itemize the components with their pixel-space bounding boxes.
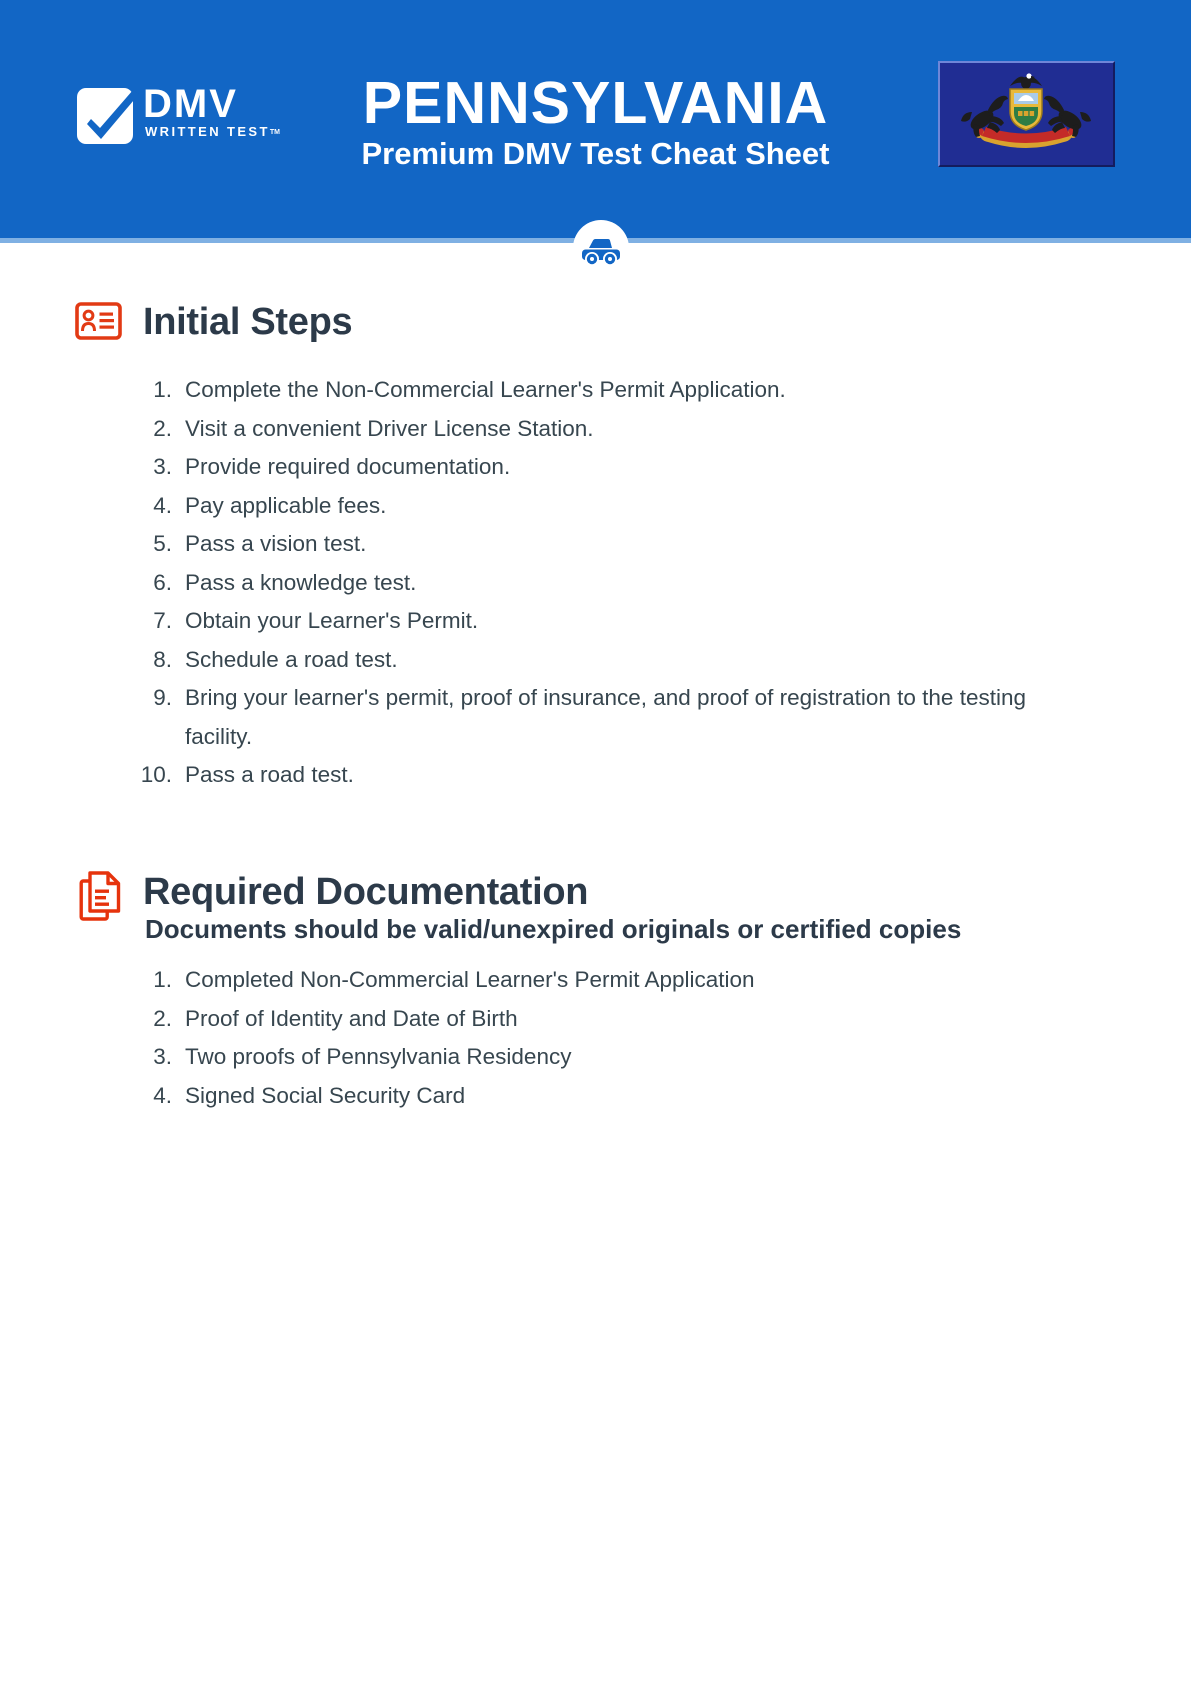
list-item-text: Signed Social Security Card bbox=[185, 1082, 466, 1108]
list-item-number: 7. bbox=[153, 608, 172, 633]
list-item bbox=[130, 564, 1090, 603]
sheet-subtitle: Premium DMV Test Cheat Sheet bbox=[361, 136, 830, 171]
list-item-text: Two proofs of Pennsylvania Residency bbox=[185, 1044, 572, 1069]
list-item bbox=[130, 679, 1090, 756]
list-item-text: Pay applicable fees. bbox=[185, 492, 387, 518]
list-item-number: 2. bbox=[153, 415, 172, 441]
list-item-text: Pass a vision test. bbox=[185, 531, 367, 556]
car-icon bbox=[579, 237, 623, 265]
list-item-text: Schedule a road test. bbox=[185, 646, 398, 672]
list-item bbox=[130, 371, 1090, 410]
pennsylvania-flag bbox=[938, 61, 1115, 167]
list-item-number: 3. bbox=[153, 454, 172, 479]
list-item bbox=[130, 756, 1090, 795]
list-item bbox=[130, 487, 1090, 526]
list-item bbox=[130, 961, 1090, 1000]
list-item-number: 1. bbox=[153, 967, 172, 992]
list-item bbox=[130, 525, 1090, 564]
state-title: PENNSYLVANIA bbox=[362, 70, 829, 136]
list-item-text: Obtain your Learner's Permit. bbox=[185, 608, 479, 633]
list-item bbox=[130, 1000, 1090, 1039]
logo-brand-text: DMV bbox=[143, 82, 238, 126]
id-card-icon bbox=[75, 302, 122, 340]
list-item-number: 5. bbox=[153, 531, 172, 556]
list-item-text: Complete the Non-Commercial Learner's Permit Application. bbox=[185, 377, 786, 402]
list-item-text: Bring your learner's permit, proof of insurance, and proof of registration to the testing facility. bbox=[185, 685, 1026, 749]
list-item-number: 10. bbox=[140, 762, 172, 787]
initial-steps-title: Initial Steps bbox=[143, 301, 353, 343]
list-item-number: 4. bbox=[153, 492, 172, 518]
list-item-text: Provide required documentation. bbox=[185, 454, 511, 479]
initial-steps-list bbox=[130, 371, 1090, 795]
header-banner bbox=[0, 0, 1191, 243]
list-item-text: Proof of Identity and Date of Birth bbox=[185, 1005, 518, 1031]
required-documentation-list bbox=[130, 961, 1090, 1115]
trademark-symbol: TM bbox=[269, 129, 280, 136]
list-item bbox=[130, 448, 1090, 487]
list-item-text: Completed Non-Commercial Learner's Permit Application bbox=[185, 967, 755, 992]
car-badge bbox=[573, 220, 629, 276]
list-item-number: 6. bbox=[153, 569, 172, 595]
list-item-number: 1. bbox=[153, 377, 172, 402]
list-item-text: Pass a road test. bbox=[185, 762, 354, 787]
list-item bbox=[130, 602, 1090, 641]
list-item-text: Visit a convenient Driver License Station. bbox=[185, 415, 594, 441]
documents-icon bbox=[79, 871, 121, 922]
list-item-text: Pass a knowledge test. bbox=[185, 569, 417, 595]
list-item bbox=[130, 1077, 1090, 1116]
logo-tagline-text: WRITTEN TESTTM bbox=[145, 124, 280, 139]
list-item-number: 3. bbox=[153, 1044, 172, 1069]
list-item-number: 8. bbox=[153, 646, 172, 672]
list-item bbox=[130, 410, 1090, 449]
list-item bbox=[130, 1038, 1090, 1077]
required-documentation-subtitle: Documents should be valid/unexpired originals or certified copies bbox=[145, 914, 962, 944]
list-item-number: 2. bbox=[153, 1005, 172, 1031]
list-item-number: 4. bbox=[153, 1082, 172, 1108]
list-item-number: 9. bbox=[153, 685, 172, 710]
list-item bbox=[130, 641, 1090, 680]
required-documentation-title: Required Documentation bbox=[143, 871, 589, 913]
